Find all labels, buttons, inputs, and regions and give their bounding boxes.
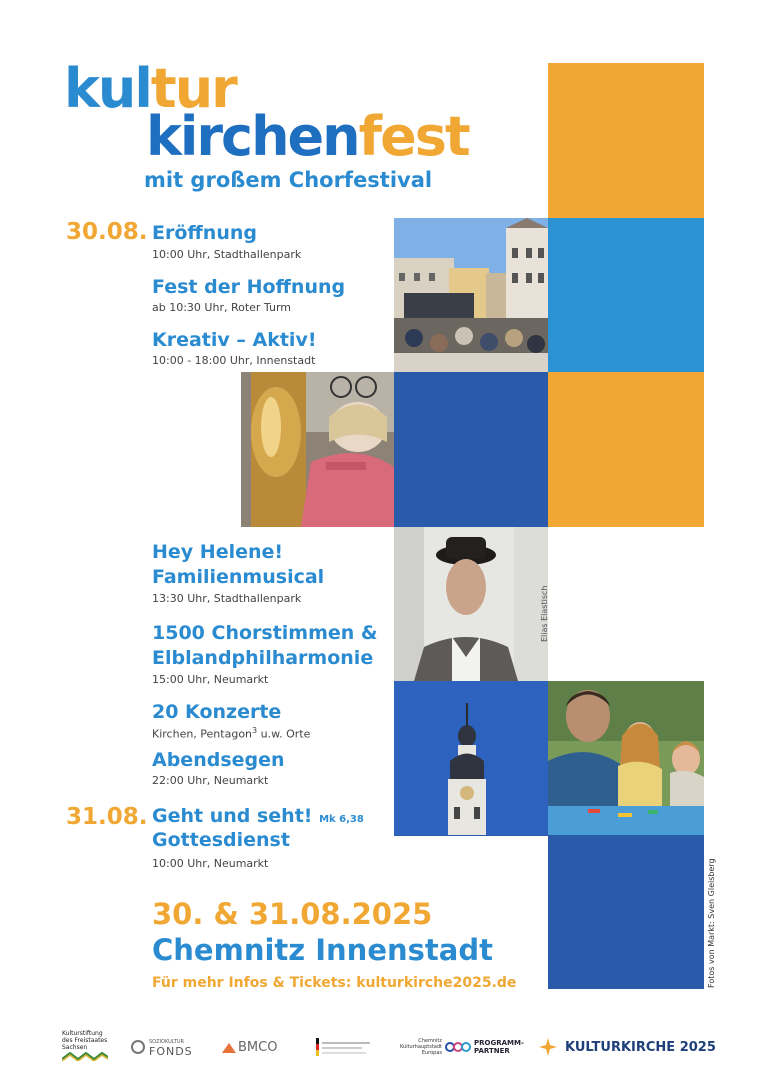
- event-title-kreativ-aktiv: Kreativ – Aktiv!: [152, 329, 317, 351]
- detail-sup: 3: [252, 726, 258, 735]
- event-detail-fest-der-hoffnung: ab 10:30 Uhr, Roter Turm: [152, 301, 291, 314]
- event-title-hey-helene: Hey Helene!: [152, 541, 284, 563]
- festival-location: Chemnitz Innenstadt: [152, 933, 493, 967]
- subtitle: mit großem Chorfestival: [144, 168, 433, 192]
- logo-kulturkirche: [538, 1030, 718, 1064]
- logo-fest: fest: [358, 105, 469, 168]
- event-title-fest-der-hoffnung: Fest der Hoffnung: [152, 276, 346, 298]
- geht-und-seht-text: Geht und seht!: [152, 805, 313, 827]
- logo-line-2: [146, 105, 469, 168]
- bmco-mark-icon: [222, 1041, 236, 1053]
- saxony-stripes-icon: [62, 1051, 108, 1061]
- event-detail-elblandphilharmonie: 15:00 Uhr, Neumarkt: [152, 673, 269, 686]
- date-day-1: 30.08.: [66, 219, 148, 245]
- event-title-abendsegen: Abendsegen: [152, 749, 285, 771]
- info-tickets-link[interactable]: Für mehr Infos & Tickets: kulturkirche2025.de: [152, 975, 517, 991]
- kulturstiftung-text: Kulturstiftung des Freistaates Sachsen: [62, 1030, 108, 1051]
- kulturkirche-text: KULTURKIRCHE 2025: [565, 1039, 716, 1055]
- photo-musical-actor: [394, 527, 548, 681]
- logo-kirchen: kirchen: [146, 105, 359, 168]
- festival-dates: 30. & 31.08.2025: [152, 897, 433, 931]
- event-title-elblandphilharmonie: Elblandphilharmonie: [152, 647, 374, 669]
- logo-bmco: [222, 1030, 292, 1064]
- fonds-circle-icon: [130, 1039, 146, 1055]
- date-day-2: 31.08.: [66, 804, 148, 830]
- event-title-20-konzerte: 20 Konzerte: [152, 701, 282, 723]
- eagle-flag-icon: [316, 1036, 374, 1058]
- logo-kulturstiftung: [62, 1030, 112, 1064]
- bible-reference: Mk 6,38: [319, 814, 364, 825]
- event-title-eroeffnung: Eröffnung: [152, 222, 257, 244]
- event-detail-abendsegen: 22:00 Uhr, Neumarkt: [152, 774, 269, 787]
- event-detail-familienmusical: 13:30 Uhr, Stadthallenpark: [152, 592, 302, 605]
- event-detail-20-konzerte: [152, 726, 310, 741]
- musical-credit: Elias Elastisch: [540, 585, 549, 642]
- cross-star-icon: [538, 1037, 558, 1057]
- detail-before: Kirchen, Pentagon: [152, 727, 253, 741]
- chemnitz-text: Chemnitz Kulturhauptstadt Europas: [400, 1038, 442, 1056]
- programm-partner-text: PROGRAMM- PARTNER: [474, 1039, 524, 1055]
- fonds-text: FONDS: [149, 1045, 193, 1058]
- tile-orange-2: [548, 372, 704, 527]
- event-title-geht-und-seht: [152, 805, 364, 831]
- event-title-familienmusical: Familienmusical: [152, 566, 325, 588]
- logo-tur: tur: [150, 57, 236, 120]
- event-detail-kreativ-aktiv: 10:00 - 18:00 Uhr, Innenstadt: [152, 354, 316, 367]
- event-title-chorstimmen: 1500 Chorstimmen &: [152, 622, 378, 644]
- detail-after: u.w. Orte: [257, 727, 311, 741]
- logo-chemnitz-programmpartner: [396, 1030, 526, 1064]
- event-title-gottesdienst: Gottesdienst: [152, 829, 290, 851]
- tile-cyan-1: [548, 218, 704, 373]
- event-detail-eroeffnung: 10:00 Uhr, Stadthallenpark: [152, 248, 302, 261]
- photo-market-square: [394, 218, 548, 372]
- tile-blue-3: [548, 835, 704, 989]
- photo-family-crafting: [548, 681, 704, 835]
- chemnitz-2025-icon: [445, 1039, 471, 1055]
- tile-orange-1: [548, 63, 704, 218]
- bmco-text: BMCO: [238, 1039, 278, 1055]
- fonds-small: SOZIOKULTUR: [149, 1039, 185, 1045]
- event-detail-gottesdienst: 10:00 Uhr, Neumarkt: [152, 857, 269, 870]
- logo-kul: kul: [64, 57, 151, 120]
- photo-credit: Fotos von Markt: Sven Gleisberg: [707, 858, 716, 988]
- tile-blue-1: [394, 372, 550, 527]
- photo-tuba-player: [241, 372, 394, 527]
- photo-church-tower: [394, 681, 548, 835]
- logo-fonds-soziokultur: [130, 1030, 200, 1064]
- logo-bund: [316, 1030, 376, 1064]
